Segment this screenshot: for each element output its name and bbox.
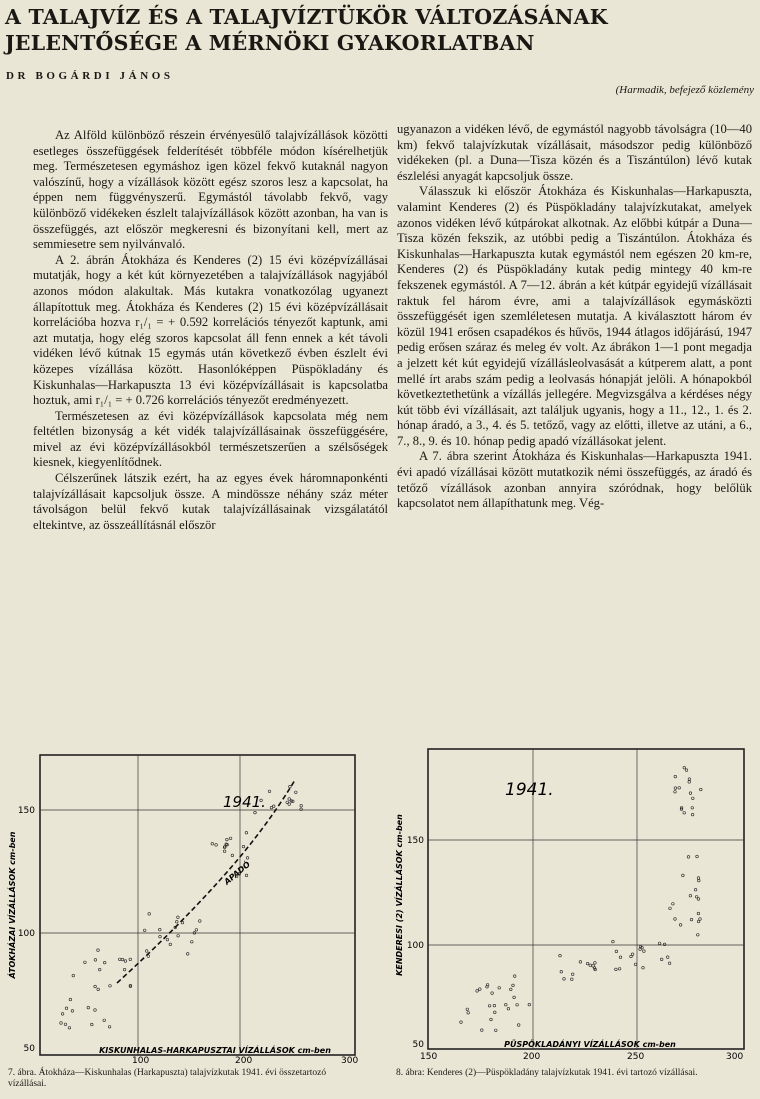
trend-curve [117, 780, 295, 983]
scatter-point [460, 1021, 463, 1024]
scatter-point [467, 1012, 470, 1015]
scatter-point [682, 874, 685, 877]
scatter-point [94, 985, 97, 988]
scatter-point [215, 844, 218, 847]
scatter-point [65, 1007, 68, 1010]
scatter-point [87, 1006, 90, 1009]
x-tick-label: 100 [132, 1056, 150, 1065]
scatter-point [245, 874, 248, 877]
scatter-point [195, 929, 198, 932]
scatter-point [159, 935, 162, 938]
scatter-point [690, 918, 693, 921]
scatter-point [505, 1003, 508, 1006]
scatter-point [64, 1023, 67, 1026]
scatter-point [166, 938, 169, 941]
scatter-point [61, 1013, 64, 1016]
y-tick-label: 50 [412, 1040, 424, 1050]
scatter-point [98, 968, 101, 971]
scatter-point [231, 854, 234, 857]
scatter-point [493, 1004, 496, 1007]
scatter-point [615, 950, 618, 953]
y-tick-label: 100 [17, 929, 35, 939]
y-tick-label: 100 [406, 941, 424, 951]
scatter-point [516, 1004, 519, 1007]
x-tick-label: 150 [420, 1052, 438, 1062]
y-tick-label: 150 [17, 806, 35, 816]
scatter-point [674, 787, 677, 790]
scatter-point [699, 918, 702, 921]
paragraph: Természetesen az évi középvízállások kapcsolata még nem feltétlen bizonyság a két vidék talajvízállásainak összefüggésére, mivel az évi középvízállásokból természetszerűen a szélsőségek kiesnek, kiegyenlítődnek. [33, 408, 388, 470]
scatter-point [124, 960, 127, 963]
scatter-point [589, 964, 592, 967]
scatter-point [466, 1008, 469, 1011]
x-tick-label: 200 [235, 1056, 253, 1065]
paragraph: Az Alföld különböző részein érvényesülő talajvízállások közötti esetleges összefüggések felderítését többféle módon kísérelhetjük meg. Természetesen egymáshoz igen közel fekvő kutaknál nagyon valószínű, hogy a vízállások között egész szoros lesz a kapcsolat, ha éppen nem függvényszerű. Egymástól távolabb fekvő, vagy különböző vidékeken észlelt talajvízállások között azonban, ha van is összefüggés, azt először megkeresni és bizonyítani kell, mert az semmiesetre sem nyilvánvaló. [33, 128, 388, 252]
scatter-point [691, 807, 694, 810]
paragraph: A 2. ábrán Átokháza és Kenderes (2) 15 évi középvízállásai mutatják, hogy a két kút környezetében a talajvízállások nagyjából azonos módon alakultak. Más kutakra vonatkozólag ugyanezt állapítottuk meg. Átokháza és Kenderes (2) 15 évi középvízállásait korrelációba hozva r₁/₁ = + 0.592 korrelációs tényezőt kaptunk, ami azt mutatja, hogy elég szoros kapcsolat áll fenn ennek a két távoli vidéken lévő kútnak 15 egymás után következő évben észlelt évi közepes vízállása között. Hasonlóképpen Püspökladány és Kiskunhalas—Harkapuszta 13 évi középvízállásait is kapcsolatba hoztuk, ami r₁/₁ = + 0.726 korrelációs tényezőt eredményezett. [33, 252, 388, 408]
scatter-point [289, 785, 292, 788]
author: DR BOGÁRDI JÁNOS [6, 70, 174, 82]
scatter-point [495, 1029, 498, 1032]
figure-8-caption: 8. ábra: Kenderes (2)—Püspökladány talajvízkutak 1941. évi tartozó vízállásai. [396, 1068, 698, 1078]
paragraph: ugyanazon a vidéken lévő, de egymástól nagyobb távolságra (10—40 km) fekvő talajvízkutak vízállásait, másodszor pedig különböző vidékeken (pl. a Duna—Tisza közén és a Tiszántúlon) lévő kutak észlelési anyagát kapcsoljuk össze. [397, 122, 752, 183]
scatter-point [129, 958, 132, 961]
y-tick-label: 50 [23, 1044, 35, 1054]
figure-7 [5, 745, 365, 1065]
scatter-point [560, 970, 563, 973]
scatter-point [674, 791, 677, 794]
figure-7-caption: 7. ábra. Átokháza—Kiskunhalas (Harkapuszta) talajvízkutak 1941. évi összetartozó vízállásai. [8, 1068, 327, 1089]
paragraph: Válasszuk ki először Átokháza és Kiskunhalas—Harkapuszta, valamint Kenderes (2) és Püspökladány talajvízkutakat, amelyek azonos vidéken lévő kútpárokat alkotnak. Az előbbi kútpár a Duna—Tisza közén fekszik, az utóbbi pedig a Tiszántúlon. Átokháza és Kiskunhalas—Harkapuszta kutak egymástól nem egészen 20 km-re, Kenderes (2) és Püspökladány kutak pedig mintegy 40 km-re fekszenek egymástól. A 7—12. ábrán a két kútpár egyidejű vízállásait raktuk fel három évre, ami a talajvízállások egymásközti összefüggését igen szemléletesen mutatja. A kiválasztott három év közül 1941 erősen csapadékos és hűvös, 1944 átlagos időjárású, 1947 pedig erősen száraz és meleg év volt. Az ábrákon 1—1 pont megadja a jelzett két kút egyidejű vízállásleolvasását a kútperem alatt, a pont mellé írt arabs szám pedig a leolvasás hónapját jelöli. A hónapokból következtethetünk a vízállás jellegére. Megvizsgálva a kérdéses négy kút több évi vízállásait, azt találjuk ugyanis, hogy a 11., 12., 1. és 2. hónap áradó, a 3., 4. és 5. tetőző, vagy az előtti, illetve az utáni, a 6., 7., 8., 9. és 10. hónap pedig apadó vízállásokat jelent. [397, 184, 752, 448]
paragraph: A 7. ábra szerint Átokháza és Kiskunhalas—Harkapuszta 1941. évi apadó vízállásai között mutatkozik némi összefüggés, az áradó és tetőző vízállások azonban annyira szóródnak, hogy belőlük kapcsolatot nem állapíthatunk meg. Vég- [397, 449, 752, 511]
scatter-point [300, 804, 303, 807]
scatter-point [643, 950, 646, 953]
scatter-point [688, 778, 691, 781]
scatter-point [121, 958, 124, 961]
scatter-point [666, 956, 669, 959]
scatter-point [94, 1009, 97, 1012]
scatter-point [700, 788, 703, 791]
scatter-point [191, 941, 194, 944]
figure-7-plot [5, 745, 365, 1065]
scatter-point [687, 856, 690, 859]
scatter-point [84, 961, 87, 964]
scatter-point [679, 924, 682, 927]
scatter-point [491, 992, 494, 995]
scatter-point [697, 877, 700, 880]
scatter-point [683, 766, 686, 769]
scatter-points [60, 785, 303, 1029]
scatter-point [123, 968, 126, 971]
scatter-point [103, 961, 106, 964]
scatter-point [691, 813, 694, 816]
scatter-point [68, 1027, 71, 1030]
scatter-point [169, 943, 172, 946]
scatter-point [683, 812, 686, 815]
scatter-point [229, 837, 232, 840]
scatter-point [481, 1029, 484, 1032]
scatter-point [490, 1018, 493, 1021]
y-axis-label: ÁTOKHÁZAI VÍZÁLLÁSOK cm-ben [8, 831, 17, 979]
scatter-point [498, 987, 501, 990]
scatter-point [642, 966, 645, 969]
x-tick-label: 200 [523, 1052, 541, 1062]
scatter-point [669, 907, 672, 910]
scatter-point [685, 769, 688, 772]
scatter-point [479, 988, 482, 991]
scatter-point [69, 998, 72, 1001]
scatter-point [694, 888, 697, 891]
scatter-point [698, 879, 701, 882]
scatter-point [223, 850, 226, 853]
series-note: (Harmadik, befejező közlemény [615, 84, 754, 96]
scatter-point [619, 956, 622, 959]
scatter-point [94, 959, 97, 962]
curve-label: APADÓ [222, 859, 252, 887]
right-column [397, 122, 752, 512]
scatter-point [60, 1022, 63, 1025]
scatter-point [211, 842, 214, 845]
scatter-point [697, 898, 700, 901]
title-line-1: A TALAJVÍZ ÉS A TALAJVÍZTÜKÖR VÁLTOZÁSÁNAK [5, 5, 608, 29]
scatter-point [148, 913, 151, 916]
scatter-point [118, 958, 121, 961]
scatter-point [97, 988, 100, 991]
scatter-point [242, 845, 245, 848]
scatter-point [696, 855, 699, 858]
y-axis-label: KENDERESI (2) VÍZÁLLÁSOK cm-ben [395, 814, 404, 976]
scatter-point [631, 953, 634, 956]
scatter-point [109, 985, 112, 988]
scatter-point [528, 1003, 531, 1006]
scatter-point [186, 953, 189, 956]
figure-year: 1941. [223, 793, 266, 811]
scatter-point [512, 984, 515, 987]
x-axis-label: PÜSPÖKLADÁNYI VÍZÁLLÁSOK cm-ben [504, 1040, 676, 1049]
scatter-point [488, 1005, 491, 1008]
scatter-point [513, 996, 516, 999]
scatter-point [634, 963, 637, 966]
scatter-point [563, 978, 566, 981]
paragraph: Célszerűnek látszik ezért, ha az egyes évek háromnaponkénti talajvízállásait kapcsoljuk össze. A mindössze néhány száz méter távolságon belül fekvő kutak talajvízállásainak vizsgálatától eltekintve, az összeállításnál először [33, 471, 388, 532]
scatter-point [288, 798, 291, 801]
scatter-point [692, 797, 695, 800]
scatter-point [177, 935, 180, 938]
scatter-point [579, 961, 582, 964]
left-column [33, 128, 388, 533]
scatter-point [245, 831, 248, 834]
scatter-point [286, 801, 289, 804]
scatter-point [295, 791, 298, 794]
scatter-point [612, 940, 615, 943]
scatter-point [226, 838, 229, 841]
x-tick-label: 250 [627, 1052, 645, 1062]
scatter-point [199, 920, 202, 923]
scatter-point [246, 857, 249, 860]
scatter-point [510, 988, 513, 991]
scatter-point [689, 894, 692, 897]
scatter-point [697, 912, 700, 915]
scatter-point [688, 781, 691, 784]
plot-frame [428, 749, 744, 1049]
scatter-point [697, 934, 700, 937]
scatter-point [618, 968, 621, 971]
scatter-point [91, 1023, 94, 1026]
scatter-point [507, 1007, 510, 1010]
scatter-point [145, 950, 148, 953]
scatter-points [460, 766, 702, 1031]
scatter-point [72, 974, 75, 977]
title-line-2: JELENTŐSÉGE A MÉRNÖKI GYAKORLATBAN [5, 31, 535, 55]
scatter-point [272, 805, 275, 808]
scatter-point [108, 1026, 111, 1029]
scatter-point [672, 903, 675, 906]
scatter-point [559, 954, 562, 957]
scatter-point [177, 916, 180, 919]
scatter-point [159, 928, 162, 931]
scatter-point [615, 968, 618, 971]
y-tick-label: 150 [406, 836, 424, 846]
scatter-point [594, 962, 597, 965]
scatter-point [254, 811, 257, 814]
scatter-point [586, 962, 589, 965]
scatter-point [513, 975, 516, 978]
scatter-point [103, 1019, 106, 1022]
scatter-point [674, 918, 677, 921]
scatter-point [517, 1024, 520, 1027]
scatter-point [97, 949, 100, 952]
x-tick-label: 300 [726, 1052, 744, 1062]
figure-year: 1941. [505, 780, 554, 800]
scatter-point [571, 973, 574, 976]
scatter-point [689, 792, 692, 795]
scatter-point [571, 978, 574, 981]
scatter-point [71, 1010, 74, 1013]
scatter-point [678, 787, 681, 790]
scatter-point [476, 990, 479, 993]
scatter-point [181, 921, 184, 924]
scatter-point [668, 962, 671, 965]
scatter-point [494, 1011, 497, 1014]
scatter-point [147, 955, 150, 958]
article-title [5, 4, 755, 56]
scatter-point [674, 775, 677, 778]
scatter-point [658, 942, 661, 945]
scatter-point [268, 790, 271, 793]
scatter-point [660, 958, 663, 961]
figure-8 [390, 745, 750, 1065]
scatter-point [697, 920, 700, 923]
x-axis-label: KISKUNHALAS-HARKAPUSZTAI VÍZÁLLÁSOK cm-ben [99, 1046, 331, 1055]
x-tick-label: 300 [341, 1056, 359, 1065]
figure-8-plot [390, 745, 750, 1065]
scatter-point [176, 920, 179, 923]
scatter-point [695, 896, 698, 899]
scatter-point [143, 929, 146, 932]
